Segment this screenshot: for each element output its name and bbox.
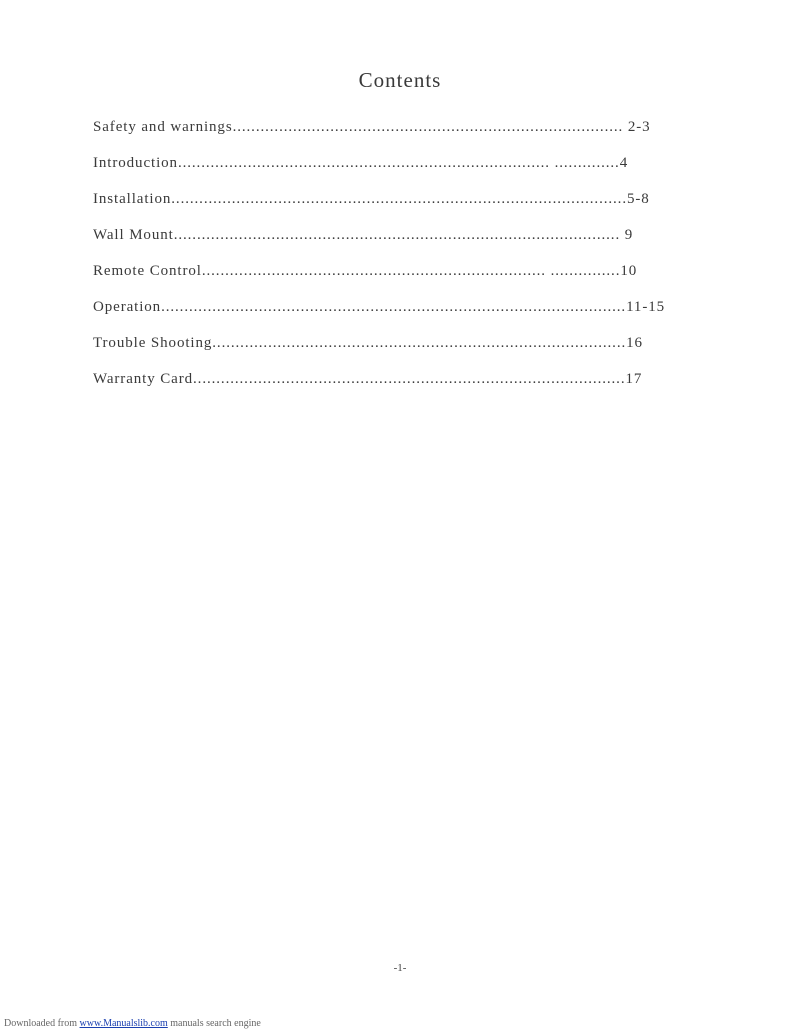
footer-prefix: Downloaded from [4,1018,80,1029]
toc-entry-operation: Operation....................................................................................................11-15 [93,299,666,315]
page-title: Contents [358,68,442,92]
footer-suffix: manuals search engine [167,1018,261,1029]
toc-entry-installation: Installation..................................................................................................5-8 [93,191,650,207]
toc-entry-trouble-shooting: Trouble Shooting.........................................................................................16 [93,335,643,351]
toc-entry-wall-mount: Wall Mount................................................................................................ 9 [93,227,634,243]
toc-entry-introduction: Introduction................................................................................ ..............4 [93,155,629,171]
toc-entry-safety: Safety and warnings.................................................................................... 2-3 [93,119,651,135]
toc-entry-warranty-card: Warranty Card.............................................................................................17 [93,371,643,387]
table-of-contents [93,117,665,405]
page-number: -1- [393,962,407,974]
manualslib-link[interactable]: www.Manualslib.com [79,1018,168,1029]
toc-entry-remote-control: Remote Control.......................................................................... ...............10 [93,263,638,279]
download-footer [4,1018,261,1029]
